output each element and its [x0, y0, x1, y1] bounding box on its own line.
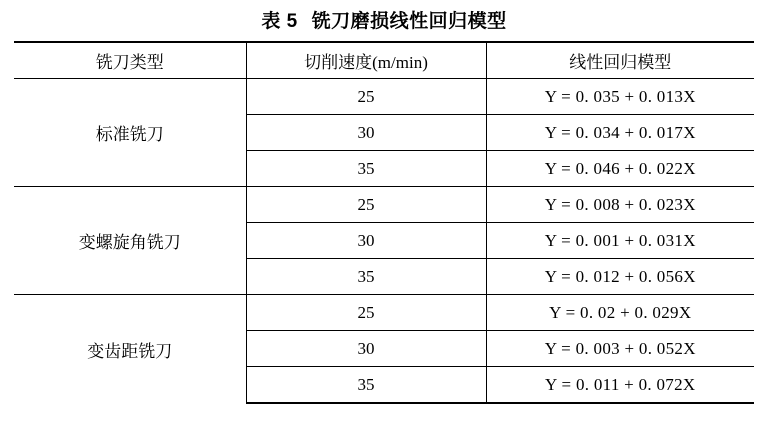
cell-regression-model: Y = 0. 046 + 0. 022X [486, 151, 754, 187]
regression-model-table [14, 41, 754, 404]
cell-cutting-speed: 35 [246, 367, 486, 404]
cell-cutting-speed: 30 [246, 331, 486, 367]
cell-regression-model: Y = 0. 035 + 0. 013X [486, 79, 754, 115]
table-row [14, 79, 754, 115]
table-row [14, 187, 754, 223]
table-header-row [14, 42, 754, 79]
cell-regression-model: Y = 0. 001 + 0. 031X [486, 223, 754, 259]
cell-tool-type: 变齿距铣刀 [14, 295, 246, 404]
cell-cutting-speed: 25 [246, 295, 486, 331]
table-caption-title: 铣刀磨损线性回归模型 [311, 11, 507, 32]
cell-cutting-speed: 35 [246, 259, 486, 295]
cell-cutting-speed: 25 [246, 187, 486, 223]
header-cell-tool-type: 铣刀类型 [14, 42, 246, 79]
table-row [14, 295, 754, 331]
cell-regression-model: Y = 0. 012 + 0. 056X [486, 259, 754, 295]
header-cell-cutting-speed: 切削速度(m/min) [246, 42, 486, 79]
cell-regression-model: Y = 0. 008 + 0. 023X [486, 187, 754, 223]
cell-cutting-speed: 30 [246, 115, 486, 151]
cell-cutting-speed: 30 [246, 223, 486, 259]
cell-regression-model: Y = 0. 003 + 0. 052X [486, 331, 754, 367]
cell-cutting-speed: 25 [246, 79, 486, 115]
cell-tool-type: 变螺旋角铣刀 [14, 187, 246, 295]
table-caption-label: 表 5 [261, 11, 298, 32]
cell-regression-model: Y = 0. 02 + 0. 029X [486, 295, 754, 331]
cell-tool-type: 标准铣刀 [95, 125, 164, 144]
cell-regression-model: Y = 0. 011 + 0. 072X [486, 367, 754, 404]
header-cell-regression-model: 线性回归模型 [486, 42, 754, 79]
table-caption [0, 0, 768, 41]
cell-regression-model: Y = 0. 034 + 0. 017X [486, 115, 754, 151]
cell-cutting-speed: 35 [246, 151, 486, 187]
